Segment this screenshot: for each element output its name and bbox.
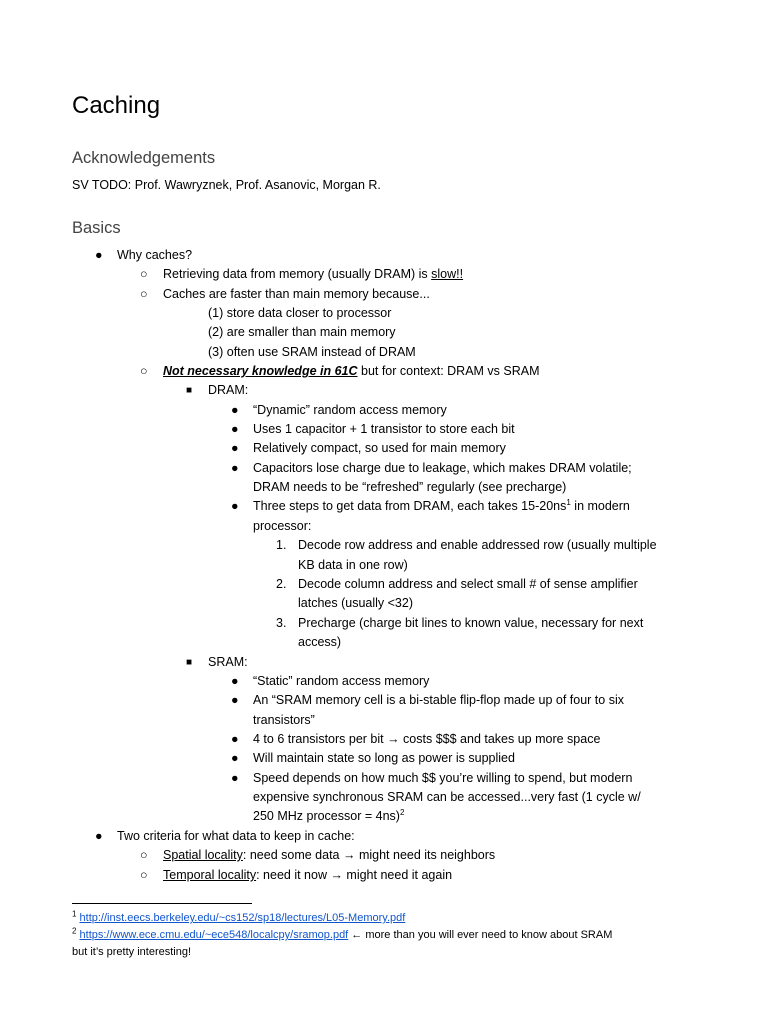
dram-point-5-line-2: processor: [253,519,312,533]
bullet-square-icon: ■ [186,385,193,396]
dram-point-3: Relatively compact, so used for main memory [253,441,506,455]
bullet-filled-icon: ● [231,751,239,765]
step-number: 1. [276,538,287,552]
sram-point-5-line-1: Speed depends on how much $$ you’re willing to spend, but modern [253,771,633,785]
bullet-hollow-icon: ○ [140,868,148,882]
bullet-filled-icon: ● [95,829,103,843]
step-1-line-1: Decode row address and enable addressed row (usually multiple [298,538,657,552]
step-2-line-1: Decode column address and select small # of sense amplifier [298,577,638,591]
bullet-filled-icon: ● [231,771,239,785]
sram-point-5-line-2: expensive synchronous SRAM can be accessed...very fast (1 cycle w/ [253,790,641,804]
bullet-filled-icon: ● [231,403,239,417]
step-1-line-2: KB data in one row) [298,558,408,572]
footnote-ref-2: 2 [399,807,405,817]
list-item-spatial: Spatial locality: need some data → might need its neighbors [163,848,496,862]
bullet-filled-icon: ● [231,461,239,475]
footnote-2: $^2$ https://www.ece.cmu.edu/~ece548/localcpy/sramop.pdf ← more than you will ever need to know about SRAM [72,926,613,941]
basics-heading: Basics [72,219,121,237]
dram-point-4-line-2: DRAM needs to be “refreshed” regularly (see precharge) [253,480,567,494]
footnote-divider [72,903,252,904]
list-item-criteria: Two criteria for what data to keep in cache: [117,829,355,843]
list-item-retrieving: Retrieving data from memory (usually DRAM) is slow!! [163,267,464,281]
footnote-1: $^1$ http://inst.eecs.berkeley.edu/~cs152/sp18/lectures/L05-Memory.pdf [72,909,406,924]
bullet-hollow-icon: ○ [140,364,148,378]
sram-point-3: 4 to 6 transistors per bit → costs $$$ and takes up more space [253,732,601,746]
bullet-hollow-icon: ○ [140,287,148,301]
list-item-dram: DRAM: [208,383,249,397]
sram-point-4: Will maintain state so long as power is supplied [253,751,515,765]
footnote-ref-1: 1 [566,497,571,507]
bullet-filled-icon: ● [95,248,103,262]
bullet-filled-icon: ● [231,732,239,746]
bullet-hollow-icon: ○ [140,848,148,862]
step-number: 3. [276,616,287,630]
acknowledgements-text: SV TODO: Prof. Wawryznek, Prof. Asanovic, Morgan R. [72,178,381,192]
bullet-filled-icon: ● [231,499,239,513]
bullet-filled-icon: ● [231,422,239,436]
dram-point-1: “Dynamic” random access memory [253,403,447,417]
dram-point-2: Uses 1 capacitor + 1 transistor to store each bit [253,422,515,436]
bullet-filled-icon: ● [231,441,239,455]
reason-3: (3) often use SRAM instead of DRAM [208,345,416,359]
footnote-2-link[interactable]: https://www.ece.cmu.edu/~ece548/localcpy/sramop.pdf [79,929,349,941]
page-title: Caching [72,92,161,119]
reason-1: (1) store data closer to processor [208,306,392,320]
list-item-faster: Caches are faster than main memory because... [163,287,430,301]
bullet-hollow-icon: ○ [140,267,148,281]
list-item-sram: SRAM: [208,655,248,669]
step-number: 2. [276,577,287,591]
list-item-temporal: Temporal locality: need it now → might need it again [163,868,453,882]
step-3-line-1: Precharge (charge bit lines to known value, necessary for next [298,616,644,630]
footnote-2-line-2: but it’s pretty interesting! [72,946,192,958]
bullet-filled-icon: ● [231,674,239,688]
sram-point-1: “Static” random access memory [253,674,430,688]
step-2-line-2: latches (usually <32) [298,596,413,610]
sram-point-2-line-2: transistors” [253,713,315,727]
footnote-1-link[interactable]: http://inst.eecs.berkeley.edu/~cs152/sp18/lectures/L05-Memory.pdf [79,912,406,924]
list-item-why-caches: Why caches? [117,248,193,262]
list-item-not-necessary: Not necessary knowledge in 61C but for context: DRAM vs SRAM [163,364,540,378]
reason-2: (2) are smaller than main memory [208,325,396,339]
dram-point-5-line-1: Three steps to get data from DRAM, each takes $15-20ns^1$ in modern [253,497,630,513]
bullet-square-icon: ■ [186,657,193,668]
dram-point-4-line-1: Capacitors lose charge due to leakage, which makes DRAM volatile; [253,461,632,475]
sram-point-5-line-3: 250 MHz processor = 4ns)$^2$ [253,807,405,823]
acknowledgements-heading: Acknowledgements [72,149,216,167]
sram-point-2-line-1: An “SRAM memory cell is a bi-stable flip-flop made up of four to six [253,693,624,707]
bullet-filled-icon: ● [231,693,239,707]
step-3-line-2: access) [298,635,342,649]
